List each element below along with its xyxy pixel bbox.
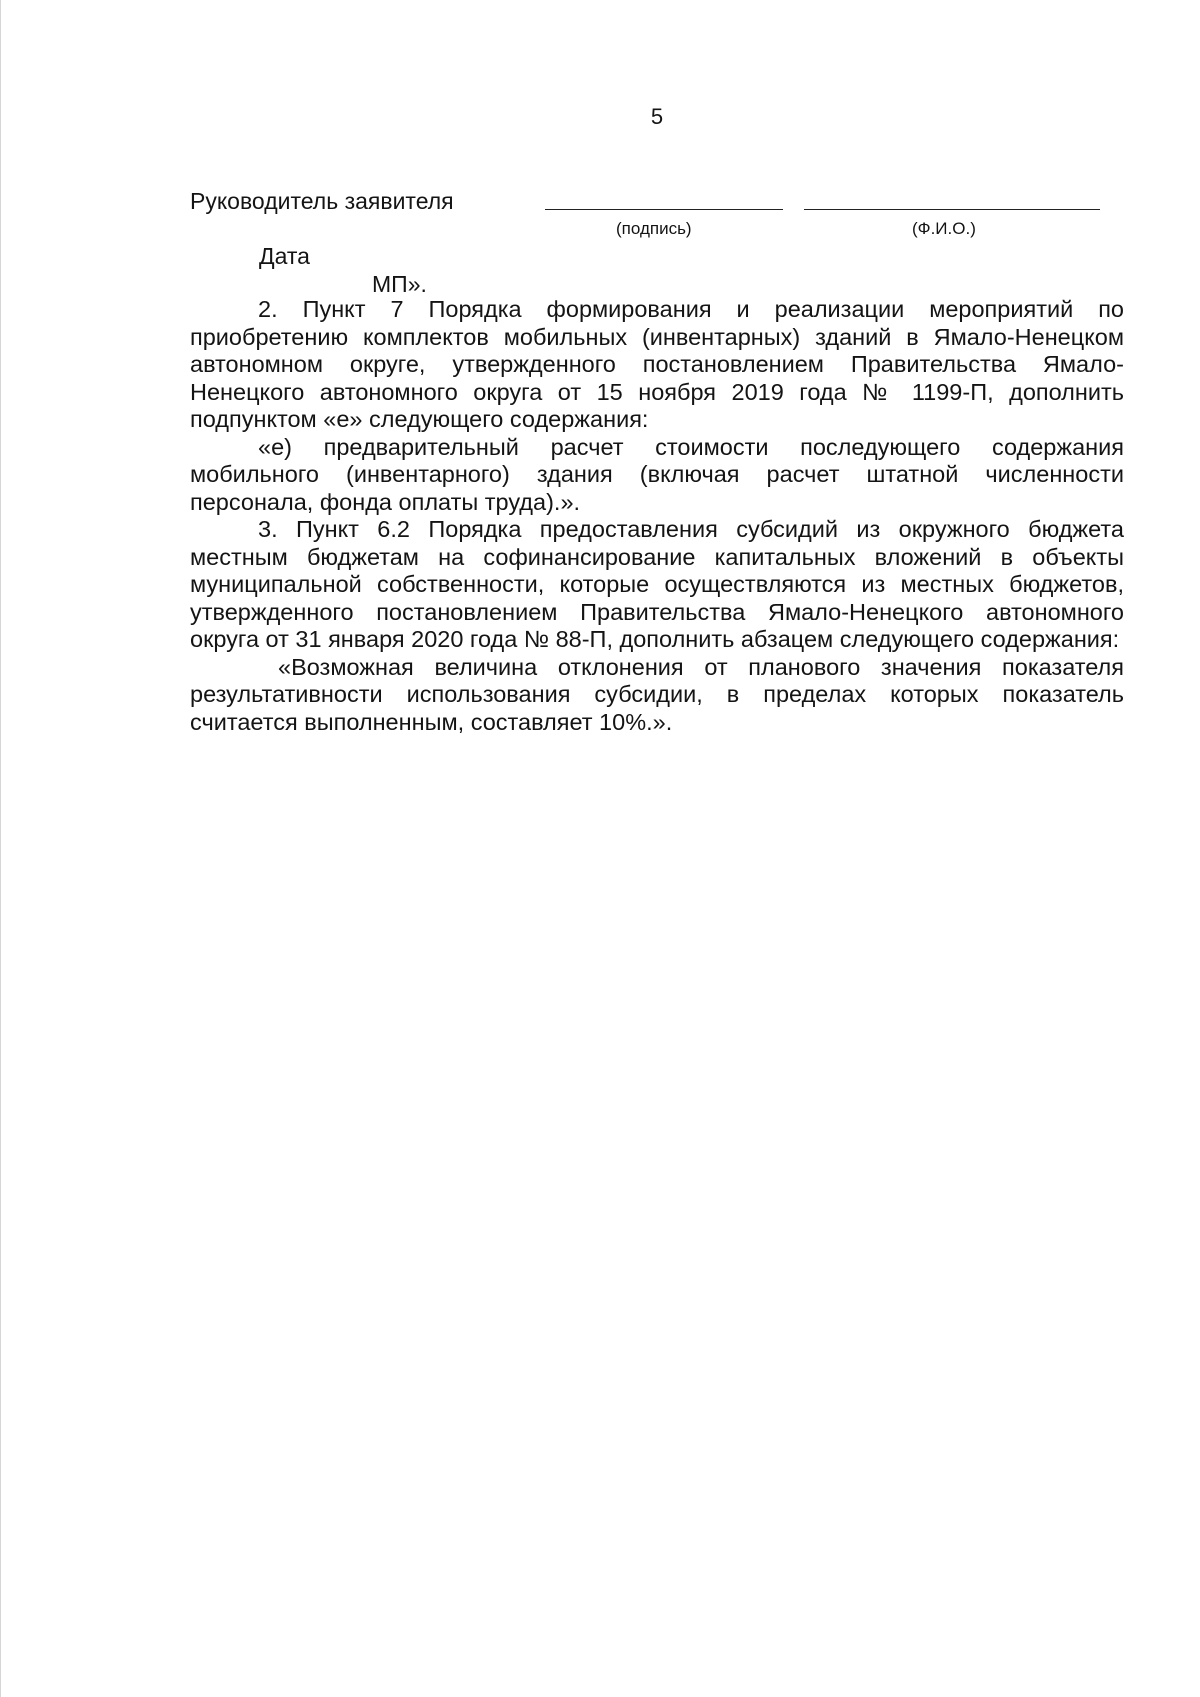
- paragraph-subitem-e: «е) предварительный расчет стоимости последующего содержания мобильного (инвентарного) здания (включая расчет штатной численности персонала, фонда оплаты труда).».: [190, 433, 1124, 515]
- page-edge: [0, 0, 1, 1697]
- paragraph-quoted-text: «Возможная величина отклонения от планового значения показателя результативности использования субсидии, в пределах которых показатель считается выполненным, составляет 10%.».: [190, 653, 1124, 735]
- signatory-label: Руководитель заявителя: [190, 188, 454, 214]
- fio-caption: (Ф.И.О.): [912, 219, 976, 238]
- date-label: Дата: [259, 243, 310, 269]
- paragraph-item-3: 3. Пункт 6.2 Порядка предоставления субсидий из окружного бюджета местным бюджетам на софинансирование капитальных вложений в объекты муниципальной собственности, которые осуществляются из местных бюджетов, утвержденного постановлением Правительства Ямало-Ненецкого автономного округа от 31 января 2020 года № 88-П, дополнить абзацем следующего содержания:: [190, 516, 1124, 652]
- document-body: [190, 296, 1124, 736]
- signature-caption: (подпись): [616, 219, 692, 238]
- fio-line: [804, 209, 1100, 210]
- paragraph-item-2: 2. Пункт 7 Порядка формирования и реализации мероприятий по приобретению комплектов мобильных (инвентарных) зданий в Ямало-Ненецком автономном округе, утвержденного постановлением Правительства Ямало-Ненецкого автономного округа от 15 ноября 2019 года № 1199-П, дополнить подпунктом «е» следующего содержания:: [190, 296, 1124, 432]
- signature-line: [545, 209, 783, 210]
- page-number: 5: [650, 104, 664, 129]
- stamp-label: МП».: [372, 271, 427, 297]
